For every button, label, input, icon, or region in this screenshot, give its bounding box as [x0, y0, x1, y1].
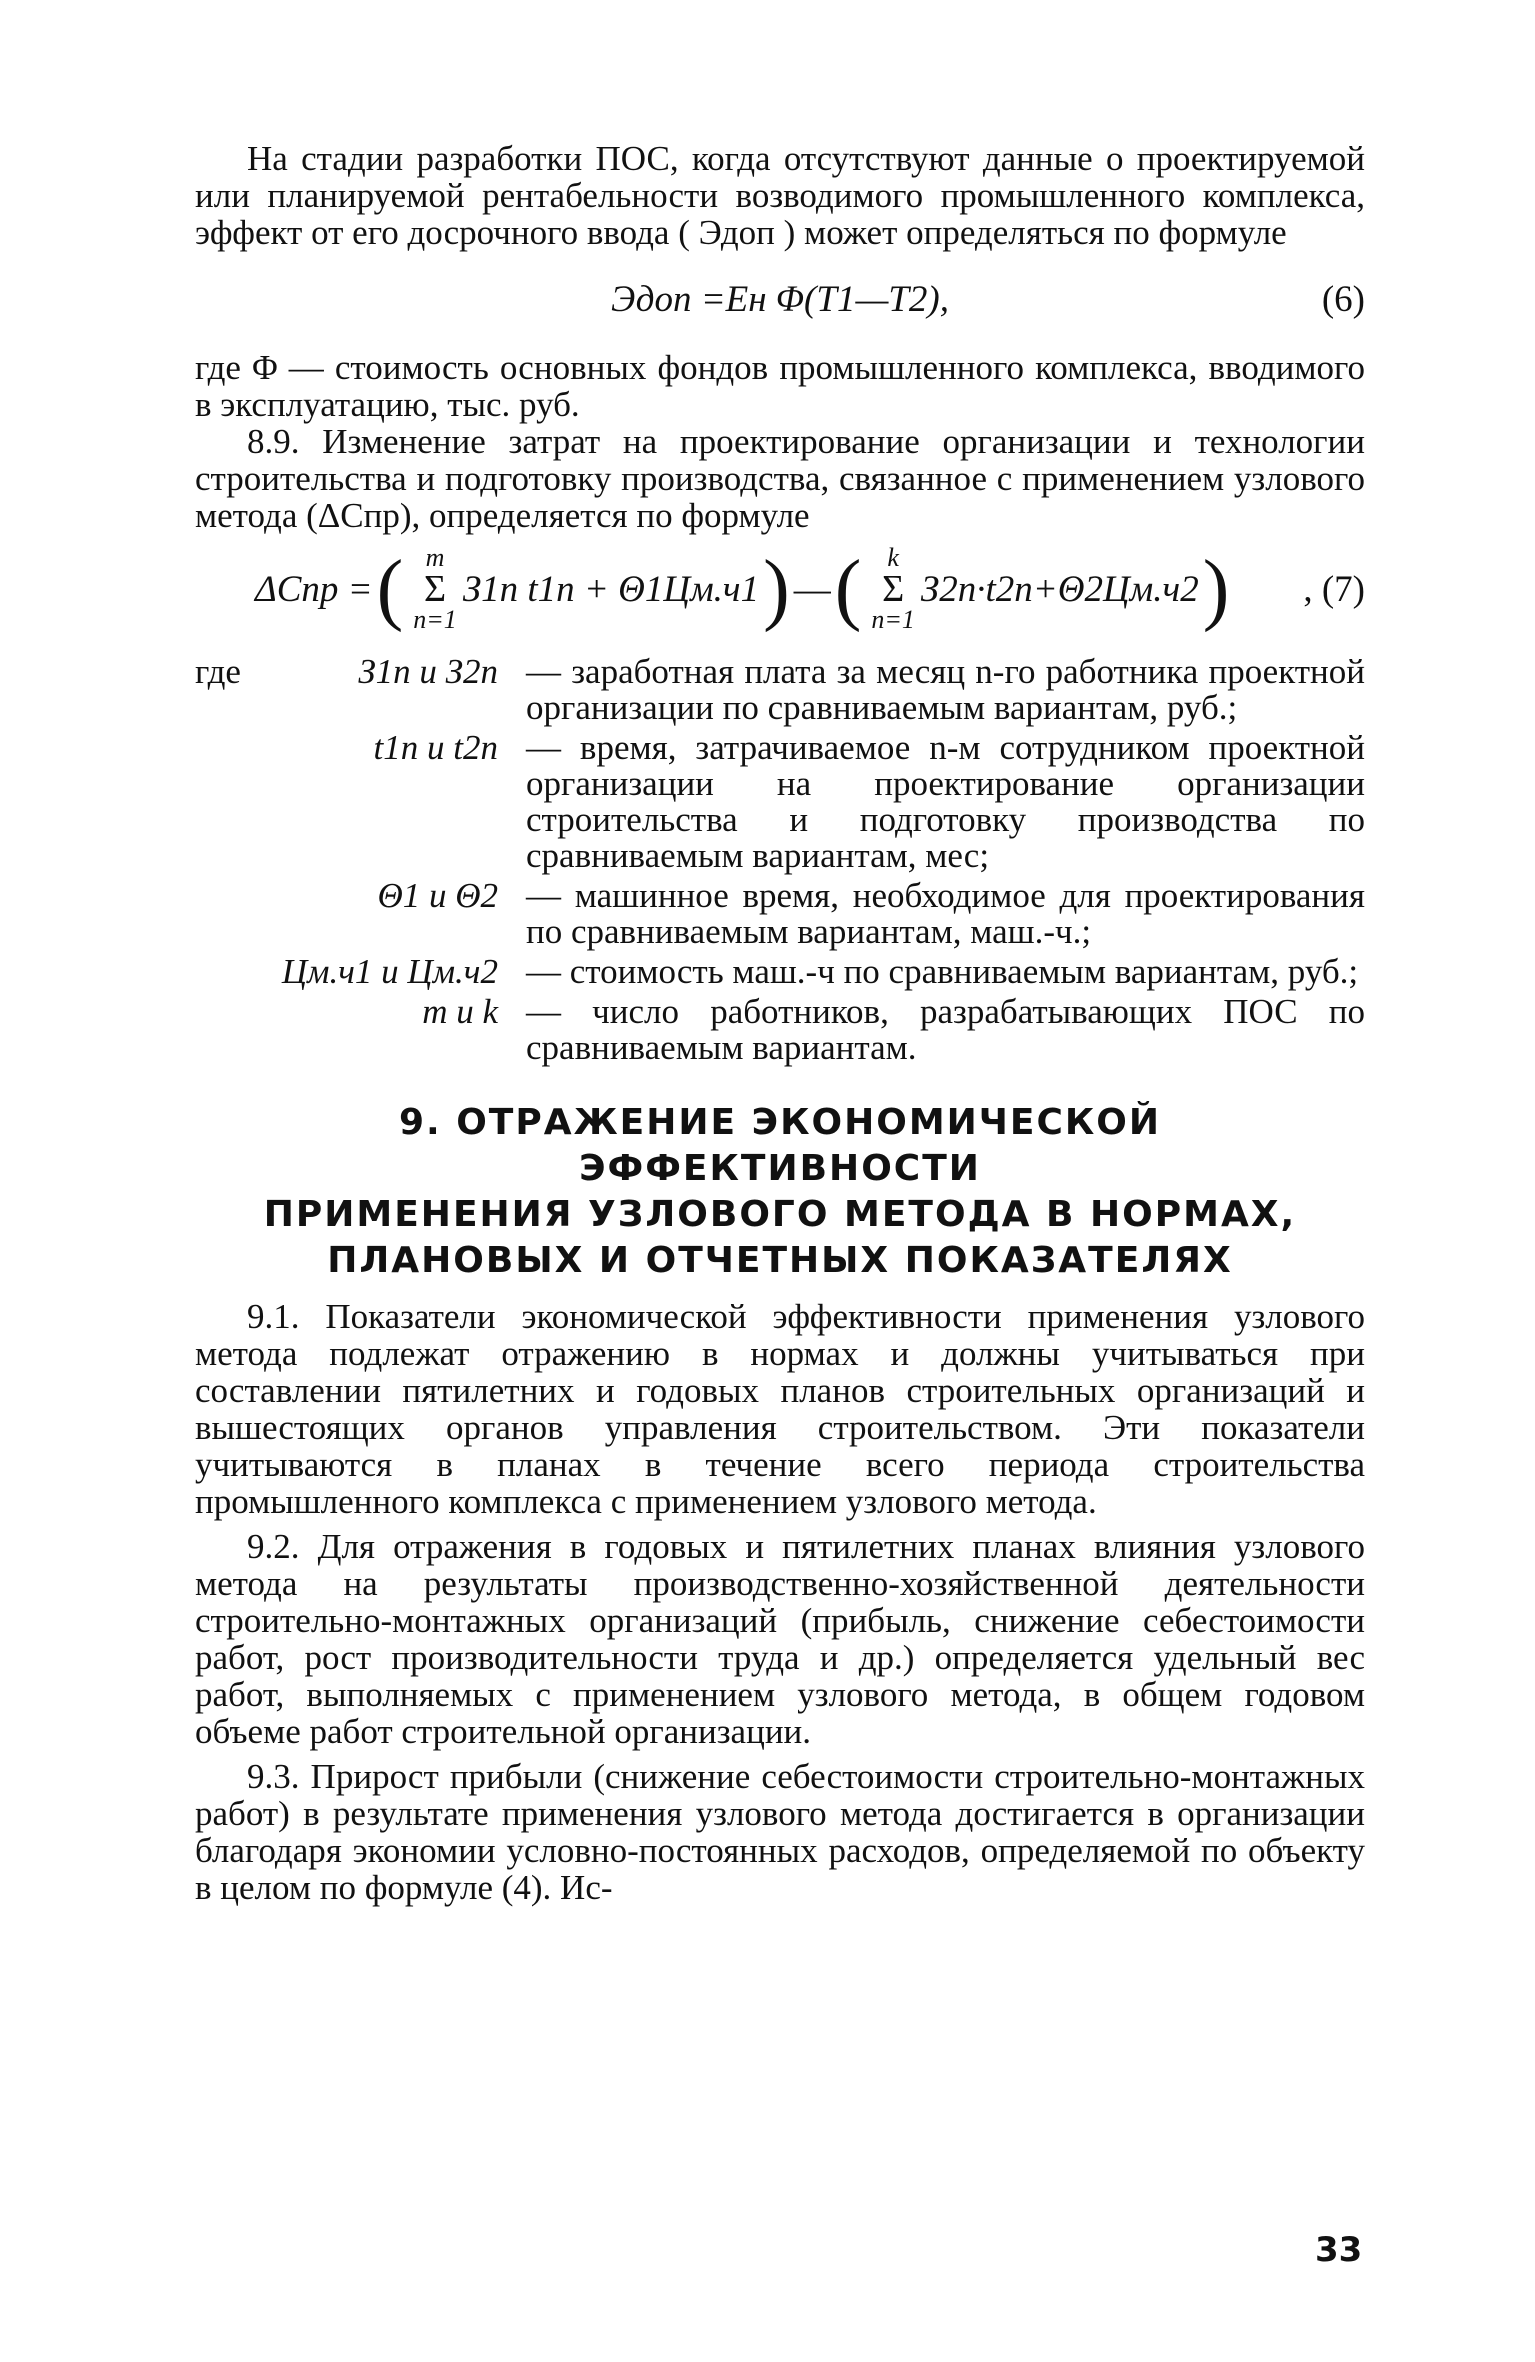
- sum-1-top: m: [425, 543, 445, 572]
- definition-symbol: t1n и t2n: [373, 728, 498, 767]
- paragraph-8-9: 8.9. Изменение затрат на проектирование организации и технологии строительства и подготовку производства, связанное с применением узлового метода (ΔCпр), определяется по формуле: [195, 422, 1365, 535]
- section-heading-line: 9. ОТРАЖЕНИЕ ЭКОНОМИЧЕСКОЙ ЭФФЕКТИВНОСТИ: [398, 1102, 1162, 1189]
- formula-7-lhs: ΔCпр =: [255, 568, 373, 610]
- right-paren-icon: ): [1202, 545, 1230, 633]
- formula-7-term-2: З2n·t2n+Θ2Цм.ч2: [920, 568, 1199, 610]
- paragraph-9-1: 9.1. Показатели экономической эффективности применения узлового метода подлежат отражению в нормах и должны учитываться при составлении пятилетних и годовых планов строительных организаций и вышестоящих органов управления строительством. Эти показатели учитываются в планах в течение всего периода строительства промышленного комплекса с применением узлового метода.: [195, 1297, 1365, 1521]
- left-paren-icon: (: [834, 545, 862, 633]
- section-heading-line: ПЛАНОВЫХ И ОТЧЕТНЫХ ПОКАЗАТЕЛЯХ: [327, 1240, 1233, 1281]
- right-paren-icon: ): [763, 545, 790, 633]
- formula-6: [195, 265, 1365, 335]
- definition-symbol: m и k: [422, 992, 498, 1031]
- left-paren-icon: (: [376, 545, 404, 633]
- sum-1-bottom: n=1: [413, 605, 457, 634]
- sum-2-top: k: [887, 543, 899, 572]
- formula-7-minus: —: [793, 568, 831, 610]
- formula-7-number: , (7): [1303, 568, 1365, 610]
- definition-text: — машинное время, необходимое для проектирования по сравниваемым вариантам, маш.-ч.;: [526, 876, 1365, 951]
- definition-symbol: Цм.ч1 и Цм.ч2: [281, 952, 498, 991]
- formula-7-term-1: З1n t1n + Θ1Цм.ч1: [462, 568, 760, 610]
- definitions-list: [195, 654, 1365, 1070]
- definition-text: — стоимость маш.-ч по сравниваемым вариантам, руб.;: [526, 952, 1359, 991]
- where-word: где: [195, 652, 241, 691]
- sum-2-bottom: n=1: [871, 605, 915, 634]
- formula-7: [195, 534, 1365, 644]
- sum-1: [413, 544, 457, 634]
- formula-6-rhs: =Eн Φ(T1—T2),: [700, 279, 949, 320]
- paragraph-9-3: 9.3. Прирост прибыли (снижение себестоимости строительно-монтажных работ) в результате применения узлового метода достигается в организации благодаря экономии условно-постоянных расходов, определяемой по объекту в целом по формуле (4). Ис-: [195, 1757, 1365, 1907]
- paragraph-9-2: 9.2. Для отражения в годовых и пятилетних планах влияния узлового метода на результаты производственно-хозяйственной деятельности строительно-монтажных организаций (прибыль, снижение себестоимости работ, рост производительности труда и др.) определяется удельный вес работ, выполняемых с применением узлового метода, в общем годовом объеме работ строительной организации.: [195, 1527, 1365, 1751]
- document-page: [195, 140, 1365, 1906]
- page-number: 33: [1315, 2230, 1363, 2270]
- sum-2: [871, 544, 915, 634]
- definition-symbol: Θ1 и Θ2: [377, 876, 498, 915]
- sigma-icon: Σ: [423, 568, 447, 610]
- definition-text: — заработная плата за месяц n-го работника проектной организации по сравниваемым вариантам, руб.;: [526, 652, 1365, 727]
- phi-definition: где Φ — стоимость основных фондов промышленного комплекса, вводимого в эксплуатацию, тыс. руб.: [195, 348, 1365, 424]
- formula-6-number: (6): [1321, 279, 1365, 320]
- section-heading-line: ПРИМЕНЕНИЯ УЗЛОВОГО МЕТОДА В НОРМАХ,: [263, 1194, 1297, 1235]
- definition-text: — время, затрачиваемое n-м сотрудником проектной организации на проектирование организации строительства и подготовку производства по сравниваемым вариантам, мес;: [526, 728, 1365, 875]
- definition-symbol: З1n и З2n: [358, 652, 498, 691]
- formula-6-lhs: Эдоп: [610, 279, 692, 320]
- sigma-icon: Σ: [882, 568, 905, 610]
- intro-paragraph: На стадии разработки ПОС, когда отсутствуют данные о проектируемой или планируемой рентабельности возводимого промышленного комплекса, эффект от его досрочного ввода ( Эдоп ) может определяться по формуле: [195, 139, 1365, 252]
- definition-text: — число работников, разрабатывающих ПОС по сравниваемым вариантам.: [526, 992, 1365, 1067]
- section-heading: [195, 1100, 1365, 1284]
